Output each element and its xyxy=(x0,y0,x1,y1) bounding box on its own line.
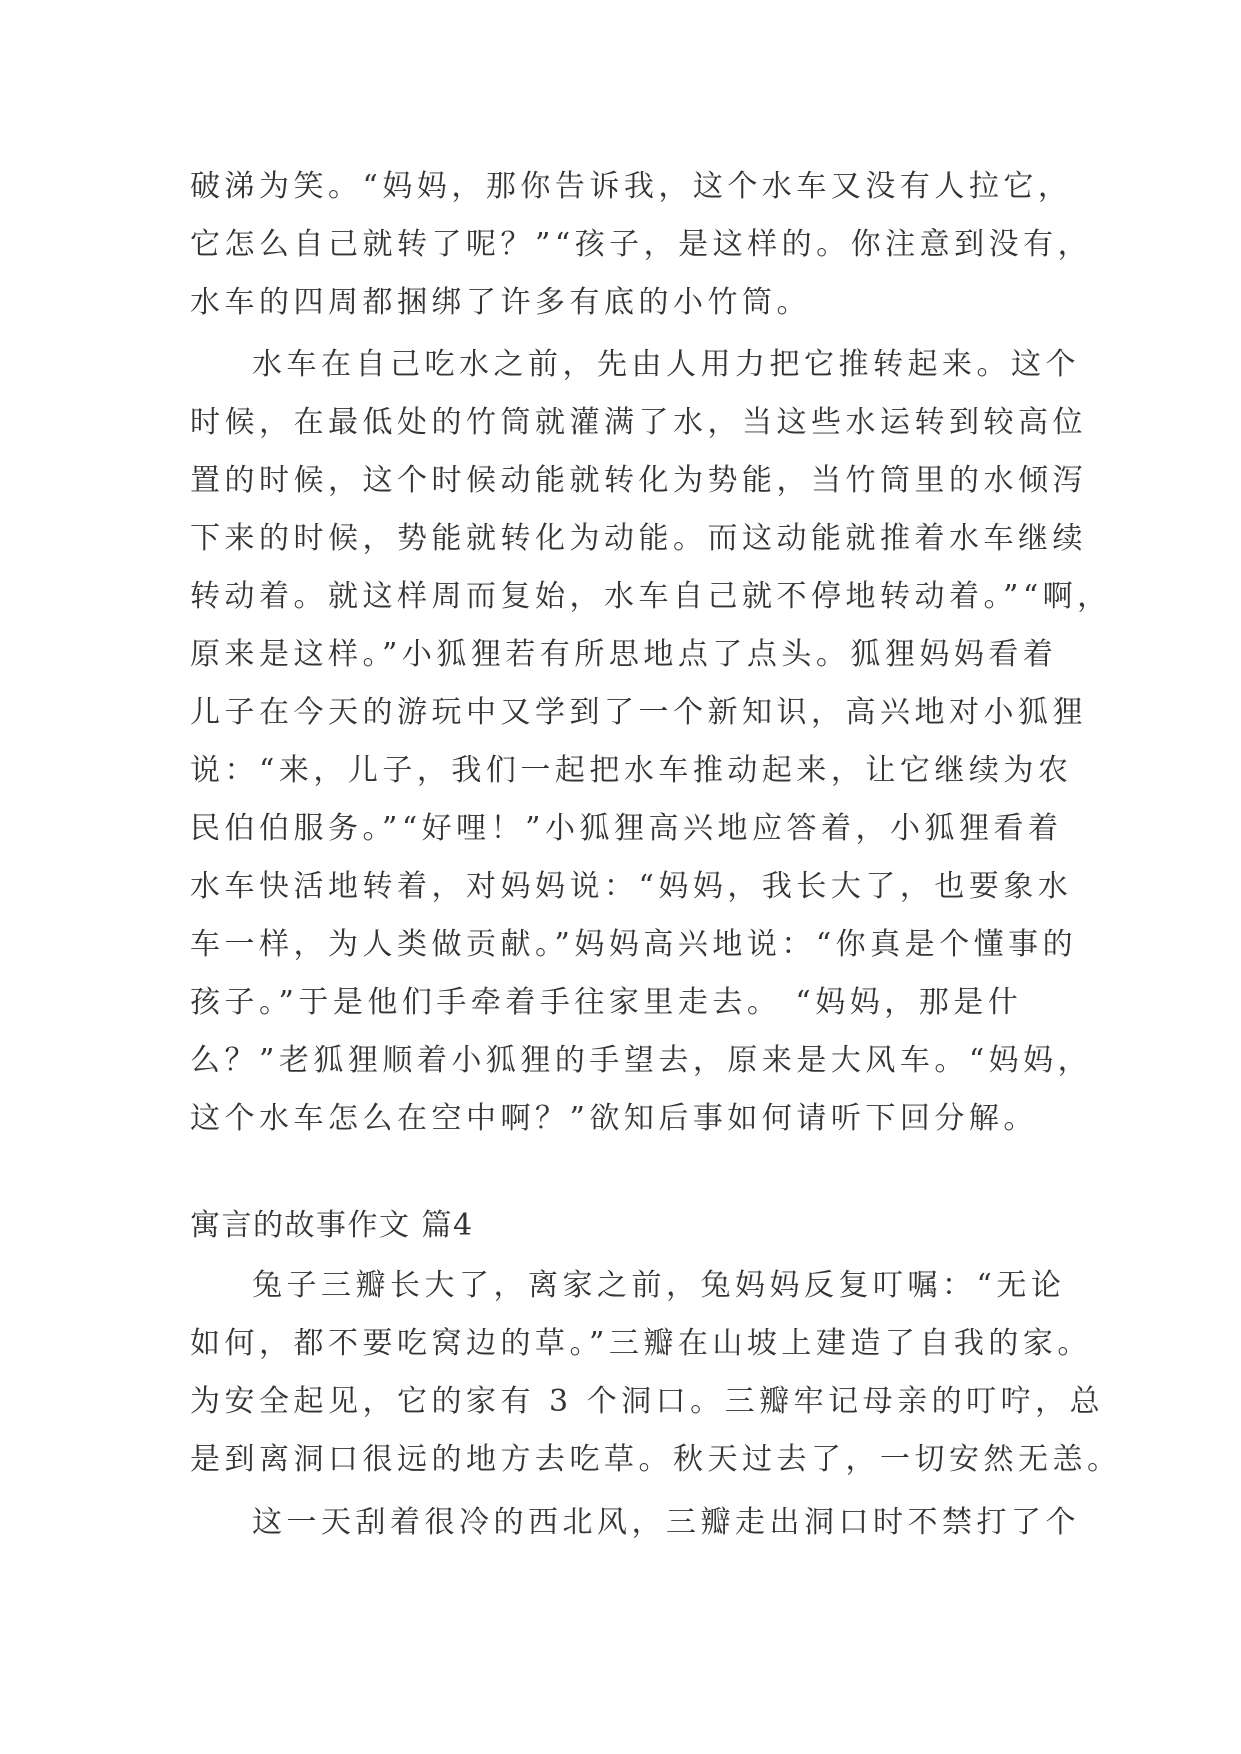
text-line: 水车在自己吃水之前，先由人用力把它推转起来。这个 xyxy=(252,347,1080,382)
text-line: 么？”老狐狸顺着小狐狸的手望去，原来是大风车。“妈妈， xyxy=(190,1043,1093,1078)
text-line: 它怎么自己就转了呢？”“孩子，是这样的。你注意到没有， xyxy=(190,227,1093,262)
text-line: 为安全起见，它的家有 3 个洞口。三瓣牢记母亲的叮咛，总 xyxy=(190,1384,1105,1419)
text-line: 孩子。”于是他们手牵着手往家里走去。 “妈妈，那是什 xyxy=(190,985,1023,1020)
text-line: 破涕为笑。“妈妈，那你告诉我，这个水车又没有人拉它， xyxy=(190,169,1073,204)
text-line: 是到离洞口很远的地方去吃草。秋天过去了，一切安然无恙。 xyxy=(190,1442,1122,1477)
text-line: 下来的时候，势能就转化为动能。而这动能就推着水车继续 xyxy=(190,521,1087,556)
text-line: 儿子在今天的游玩中又学到了一个新知识，高兴地对小狐狸 xyxy=(190,695,1087,730)
text-line: 置的时候，这个时候动能就转化为势能，当竹筒里的水倾泻 xyxy=(190,463,1087,498)
text-line: 这一天刮着很冷的西北风，三瓣走出洞口时不禁打了个 xyxy=(252,1505,1080,1540)
text-line: 水车的四周都捆绑了许多有底的小竹筒。 xyxy=(190,285,811,320)
text-line: 车一样，为人类做贡献。”妈妈高兴地说：“你真是个懂事的 xyxy=(190,927,1078,962)
text-line: 原来是这样。”小狐狸若有所思地点了点头。狐狸妈妈看着 xyxy=(190,637,1058,672)
text-line: 说：“来，儿子，我们一起把水车推动起来，让它继续为农 xyxy=(190,753,1073,788)
text-line: 民伯伯服务。”“好哩！”小狐狸高兴地应答着，小狐狸看着 xyxy=(190,811,1063,846)
text-line: 兔子三瓣长大了，离家之前，兔妈妈反复叮嘱：“无论 xyxy=(252,1268,1066,1303)
text-line: 转动着。就这样周而复始，水车自己就不停地转动着。”“啊， xyxy=(190,579,1112,614)
text-line: 时候，在最低处的竹筒就灌满了水，当这些水运转到较高位 xyxy=(190,405,1087,440)
text-line: 如何，都不要吃窝边的草。”三瓣在山坡上建造了自我的家。 xyxy=(190,1326,1092,1361)
text-line: 水车快活地转着，对妈妈说：“妈妈，我长大了，也要象水 xyxy=(190,869,1073,904)
text-line: 这个水车怎么在空中啊？”欲知后事如何请听下回分解。 xyxy=(190,1101,1038,1136)
section-heading: 寓言的故事作文 篇4 xyxy=(190,1208,474,1243)
